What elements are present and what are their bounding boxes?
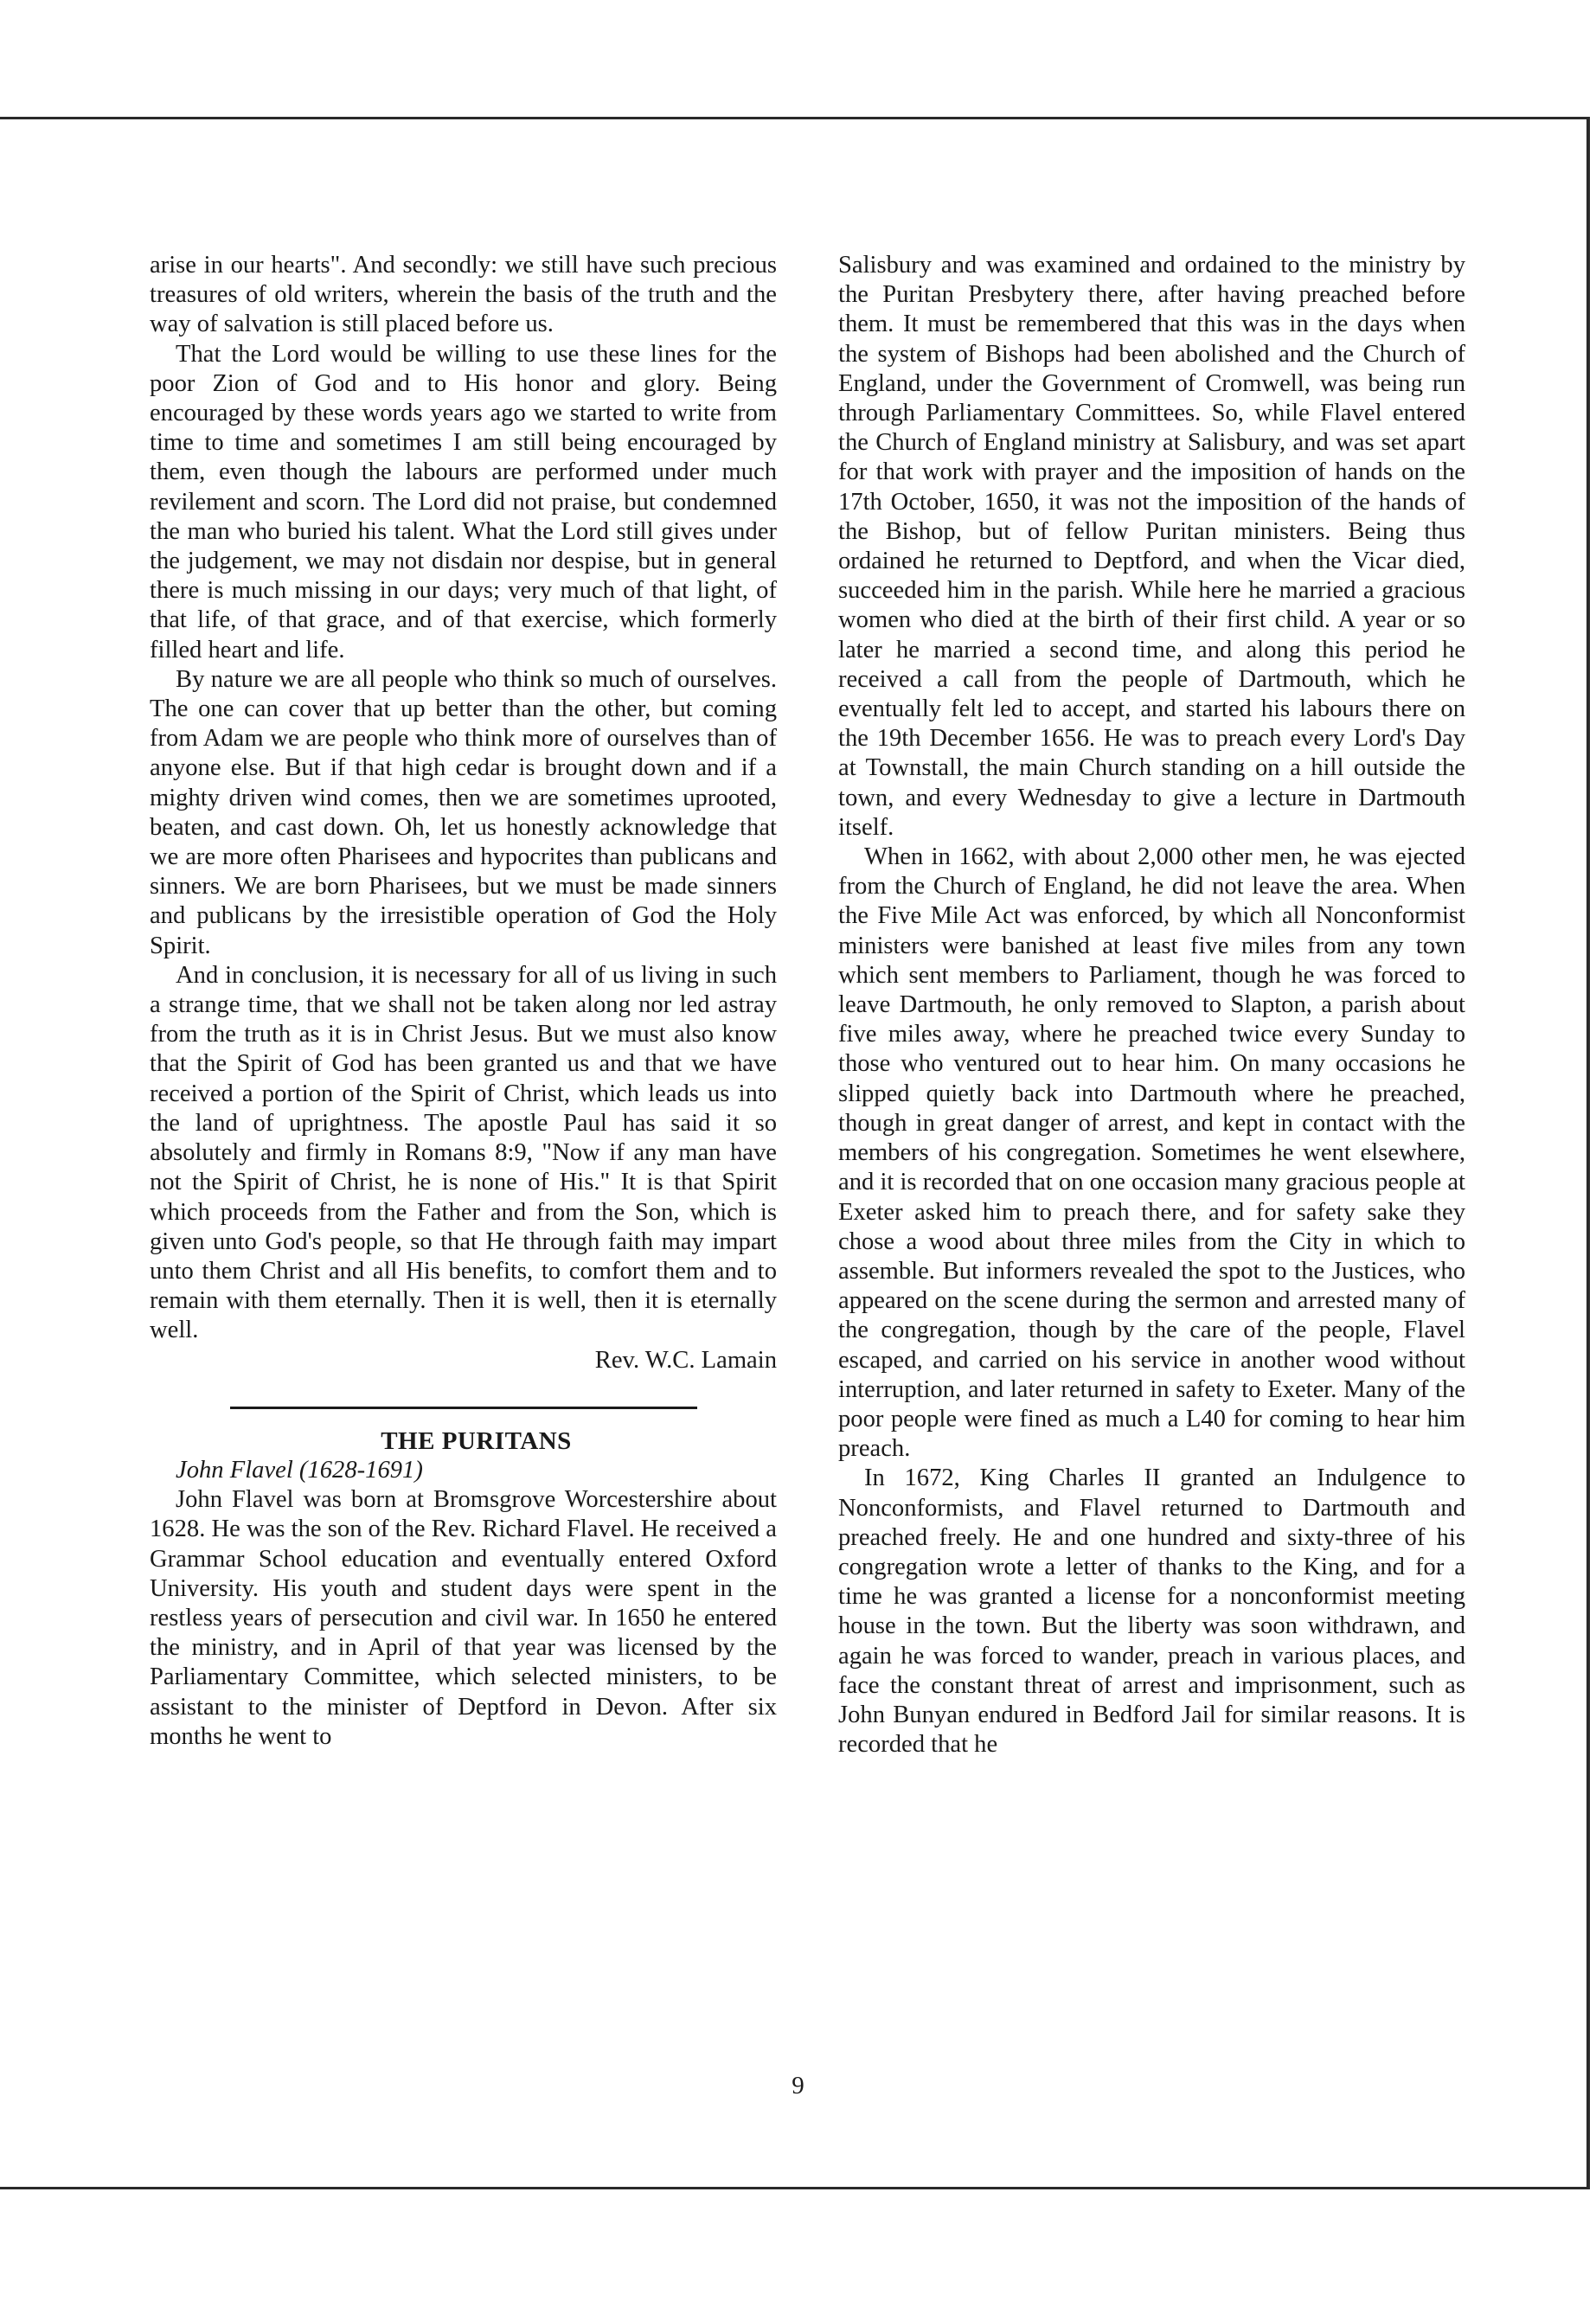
- body-paragraph: That the Lord would be willing to use these lines for the poor Zion of God and to His honor and glory. Being encouraged by these words years ago we started to write from time to time and sometimes I am still being encouraged by them, even though the labours are performed under much revilement and scorn. The Lord did not praise, but condemned the man who buried his talent. What the Lord still gives under the judgement, we may not disdain nor despise, but in general there is much missing in our days; very much of that light, of that life, of that grace, and of that exercise, which formerly filled heart and life.: [150, 340, 777, 663]
- signature: Rev. W.C. Lamain: [594, 1346, 777, 1374]
- page-number: 9: [792, 2072, 804, 2099]
- body-paragraph: When in 1662, with about 2,000 other men, he was ejected from the Church of England, he did not leave the area. When the Five Mile Act was enforced, by which all Nonconformist ministers were banished at least five miles from any town which sent members to Parliament, though he was forced to leave Dartmouth, he only removed to Slapton, a parish about five miles away, where he preached twice every Sunday to those who ventured out to hear him. On many occasions he slipped quietly back into Dartmouth where he preached, though in great danger of arrest, and kept in contact with the members of his congregation. Sometimes he went elsewhere, and it is recorded that on one occasion many gracious people at Exeter asked him to preach there, and for safety sake they chose a wood about three miles from the City in which to assemble. But informers revealed the spot to the Justices, who appeared on the scene during the sermon and arrested many of the congregation, though by the care of the people, Flavel escaped, and carried on his service in another wood without interruption, and later returned in safety to Exeter. Many of the poor people were fined as much a L40 for coming to hear him preach.: [838, 843, 1465, 1463]
- left-column: [150, 251, 777, 1752]
- body-paragraph: In 1672, King Charles II granted an Indulgence to Nonconformists, and Flavel returned to Dartmouth and preached freely. He and one hundred and sixty-three of his congregation wrote a letter of thanks to the King, and for a time he was granted a license for a nonconformist meeting house in the town. But the liberty was soon withdrawn, and again he was forced to wander, preach in various places, and face the constant threat of arrest and imprisonment, such as John Bunyan endured in Bedford Jail for similar reasons. It is recorded that he: [838, 1465, 1465, 1759]
- body-paragraph: By nature we are all people who think so much of ourselves. The one can cover that up better than the other, but coming from Adam we are people who think more of ourselves than of anyone else. But if that high cedar is brought down and if a mighty driven wind comes, then we are sometimes uprooted, beaten, and cast down. Oh, let us honestly acknowledge that we are more often Pharisees and hypocrites than publicans and sinners. We are born Pharisees, but we must be made sinners and publicans by the irresistible operation of God the Holy Spirit.: [150, 665, 777, 959]
- section-subtitle: John Flavel (1628-1691): [176, 1456, 423, 1484]
- section-divider: [230, 1407, 697, 1409]
- body-paragraph: arise in our hearts". And secondly: we still have such precious treasures of old writers, wherein the basis of the truth and the way of salvation is still placed before us.: [150, 252, 777, 338]
- body-paragraph: Salisbury and was examined and ordained to the ministry by the Puritan Presbytery there, after having preached before them. It must be remembered that this was in the days when the system of Bishops had been abolished and the Church of England, under the Government of Cromwell, was being run through Parliamentary Committees. So, while Flavel entered the Church of England ministry at Salisbury, and was set apart for that work with prayer and the imposition of hands on the 17th October, 1650, it was not the imposition of the hands of the Bishop, but of fellow Puritan ministers. Being thus ordained he returned to Deptford, and when the Vicar died, succeeded him in the parish. While here he married a gracious women who died at the birth of their first child. A year or so later he married a second time, and along this period he received a call from the people of Dartmouth, which he eventually felt led to accept, and started his labours there on the 19th December 1656. He was to preach every Lord's Day at Townstall, the main Church standing on a hill outside the town, and every Wednesday to give a lecture in Dartmouth itself.: [838, 252, 1465, 841]
- body-paragraph: And in conclusion, it is necessary for all of us living in such a strange time, that we shall not be taken along nor led astray from the truth as it is in Christ Jesus. But we must also know that the Spirit of God has been granted us and that we have received a portion of the Spirit of Christ, which leads us into the land of uprightness. The apostle Paul has said it so absolutely and firmly in Romans 8:9, "Now if any man have not the Spirit of Christ, he is none of His." It is that Spirit which proceeds from the Father and from the Son, which is given unto God's people, so that He through faith may impart unto them Christ and all His benefits, to comfort them and to remain with them eternally. Then it is well, then it is eternally well.: [150, 961, 777, 1344]
- section-title: THE PURITANS: [381, 1426, 572, 1455]
- body-paragraph: John Flavel was born at Bromsgrove Worcestershire about 1628. He was the son of the Rev. Richard Flavel. He received a Grammar School education and eventually entered Oxford University. His youth and student days were spent in the restless years of persecution and civil war. In 1650 he entered the ministry, and in April of that year was licensed by the Parliamentary Committee, which selected ministers, to be assistant to the minister of Deptford in Devon. After six months he went to: [150, 1486, 777, 1750]
- right-column: [838, 251, 1465, 1759]
